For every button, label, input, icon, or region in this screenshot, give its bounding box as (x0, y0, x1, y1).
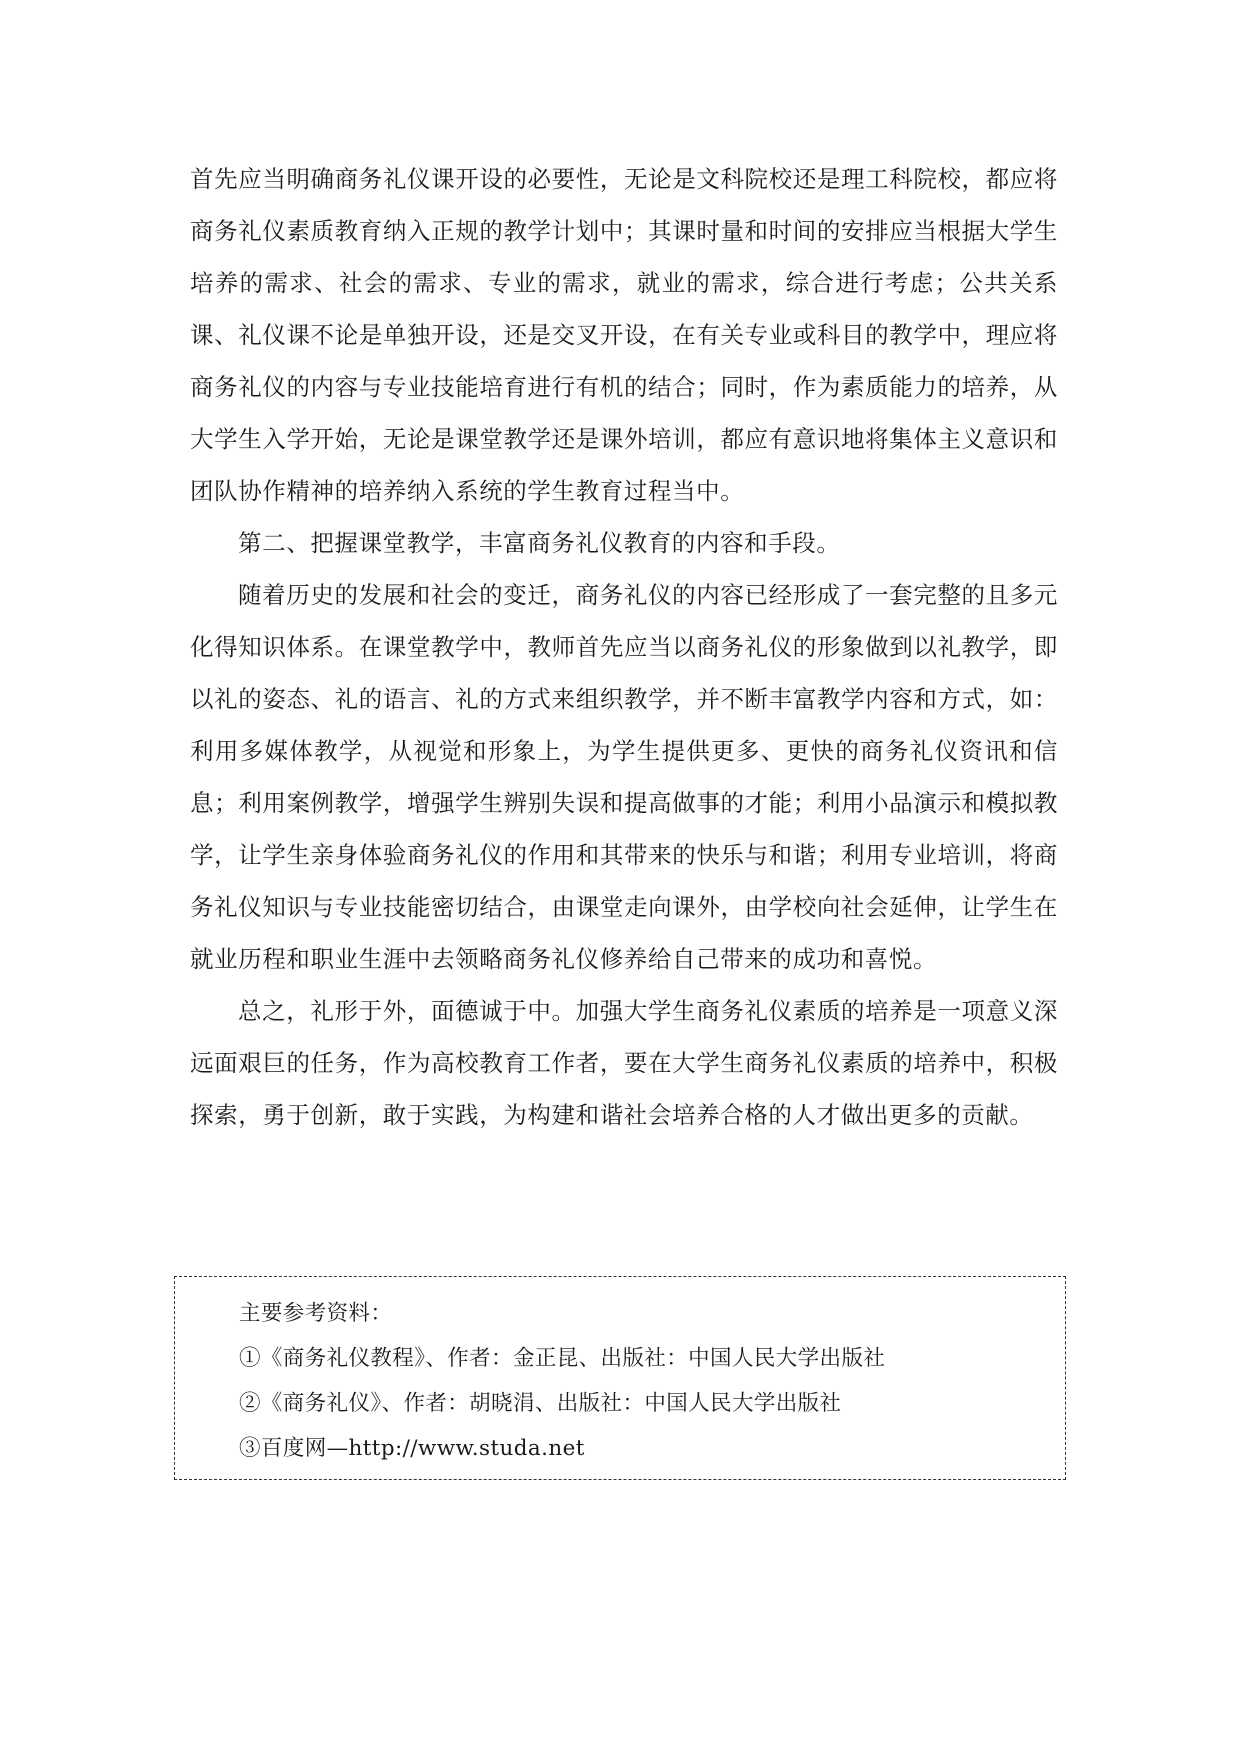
references-box (174, 1276, 1066, 1480)
reference-item: ②《商务礼仪》、作者：胡晓涓、出版社：中国人民大学出版社 (239, 1391, 842, 1416)
reference-item: ①《商务礼仪教程》、作者：金正昆、出版社：中国人民大学出版社 (239, 1346, 886, 1371)
references-heading: 主要参考资料： (239, 1301, 393, 1326)
paragraph-classroom-teaching: 随着历史的发展和社会的变迁，商务礼仪的内容已经形成了一套完整的且多元化得知识体系。在课堂教学中，教师首先应当以商务礼仪的形象做到以礼教学，即以礼的姿态、礼的语言、礼的方式来组织教学，并不断丰富教学内容和方式，如：利用多媒体教学，从视觉和形象上，为学生提供更多、更快的商务礼仪资讯和信息；利用案例教学，增强学生辨别失误和提高做事的才能；利用小品演示和模拟教学，让学生亲身体验商务礼仪的作用和其带来的快乐与和谐；利用专业培训，将商务礼仪知识与专业技能密切结合，由课堂走向课外，由学校向社会延伸，让学生在就业历程和职业生涯中去领略商务礼仪修养给自己带来的成功和喜悦。 (190, 581, 1058, 973)
paragraph-conclusion: 总之，礼形于外，面德诚于中。加强大学生商务礼仪素质的培养是一项意义深远面艰巨的任务，作为高校教育工作者，要在大学生商务礼仪素质的培养中，积极探索，勇于创新，敢于实践，为构建和谐社会培养合格的人才做出更多的贡献。 (190, 997, 1058, 1129)
paragraph-curriculum: 首先应当明确商务礼仪课开设的必要性，无论是文科院校还是理工科院校，都应将商务礼仪素质教育纳入正规的教学计划中；其课时量和时间的安排应当根据大学生培养的需求、社会的需求、专业的需求，就业的需求，综合进行考虑；公共关系课、礼仪课不论是单独开设，还是交叉开设，在有关专业或科目的教学中，理应将商务礼仪的内容与专业技能培育进行有机的结合；同时，作为素质能力的培养，从大学生入学开始，无论是课堂教学还是课外培训，都应有意识地将集体主义意识和团队协作精神的培养纳入系统的学生教育过程当中。 (190, 165, 1058, 505)
body-text (190, 153, 1058, 1141)
paragraph-section-heading: 第二、把握课堂教学，丰富商务礼仪教育的内容和手段。 (238, 529, 841, 557)
reference-item: ③百度网—http://www.studa.net (239, 1436, 585, 1461)
